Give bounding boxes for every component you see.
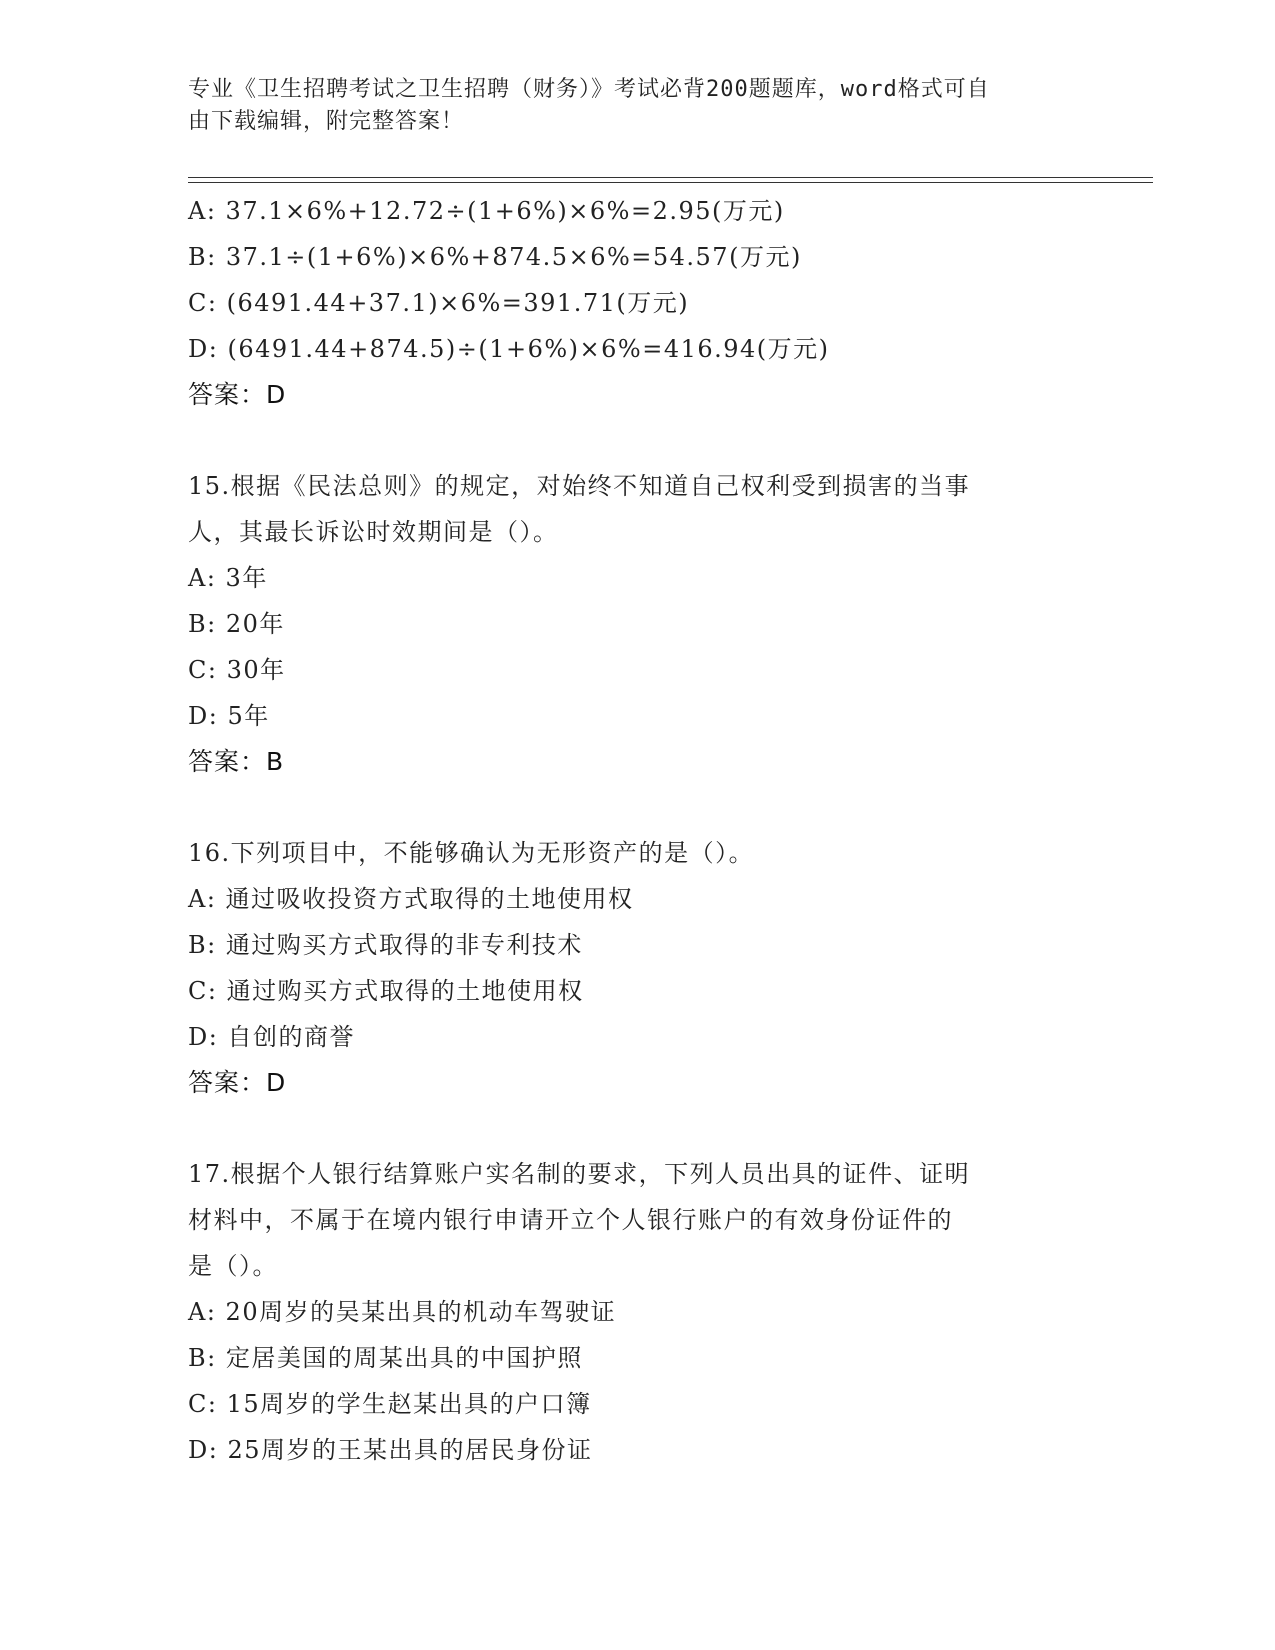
header-line-1: 专业《卫生招聘考试之卫生招聘（财务）》考试必背200题题库，word格式可自 bbox=[188, 77, 990, 102]
spacer bbox=[188, 1106, 1088, 1151]
question-text: 人，其最长诉讼时效期间是（）。 bbox=[188, 518, 559, 546]
header-rule-top bbox=[188, 177, 1153, 178]
question-15 bbox=[188, 463, 1088, 785]
option-a: A: 3年 bbox=[188, 564, 268, 592]
question-14 bbox=[188, 188, 1088, 418]
option-c: C: 15周岁的学生赵某出具的户口簿 bbox=[188, 1390, 592, 1418]
spacer bbox=[188, 418, 1088, 463]
answer: 答案：D bbox=[188, 380, 287, 409]
option-d: D: 自创的商誉 bbox=[188, 1023, 355, 1051]
option-b: B: 20年 bbox=[188, 610, 285, 638]
question-text: 材料中，不属于在境内银行申请开立个人银行账户的有效身份证件的 bbox=[188, 1206, 953, 1234]
answer: 答案：B bbox=[188, 747, 285, 776]
question-text: 是（）。 bbox=[188, 1252, 278, 1280]
option-c: C: 30年 bbox=[188, 656, 286, 684]
document-header bbox=[188, 74, 1068, 138]
question-text: 17.根据个人银行结算账户实名制的要求，下列人员出具的证件、证明 bbox=[188, 1160, 971, 1188]
option-d: D: (6491.44+874.5)÷(1+6%)×6%=416.94(万元) bbox=[188, 335, 830, 363]
question-text: 16.下列项目中，不能够确认为无形资产的是（）。 bbox=[188, 839, 755, 867]
question-17 bbox=[188, 1151, 1088, 1473]
option-d: D: 5年 bbox=[188, 702, 270, 730]
option-c: C: 通过购买方式取得的土地使用权 bbox=[188, 977, 584, 1005]
option-b: B: 37.1÷(1+6%)×6%+874.5×6%=54.57(万元) bbox=[188, 243, 802, 271]
question-text: 15.根据《民法总则》的规定，对始终不知道自己权利受到损害的当事 bbox=[188, 472, 971, 500]
option-a: A: 通过吸收投资方式取得的土地使用权 bbox=[188, 885, 634, 913]
header-rule-bottom bbox=[188, 182, 1153, 183]
option-a: A: 37.1×6%+12.72÷(1+6%)×6%=2.95(万元) bbox=[188, 197, 785, 225]
answer: 答案：D bbox=[188, 1068, 287, 1097]
spacer bbox=[188, 785, 1088, 830]
question-16 bbox=[188, 830, 1088, 1106]
option-c: C: (6491.44+37.1)×6%=391.71(万元) bbox=[188, 289, 690, 317]
header-line-2: 由下载编辑，附完整答案！ bbox=[188, 109, 465, 134]
question-content bbox=[188, 188, 1088, 1473]
option-b: B: 定居美国的周某出具的中国护照 bbox=[188, 1344, 583, 1372]
option-b: B: 通过购买方式取得的非专利技术 bbox=[188, 931, 583, 959]
option-d: D: 25周岁的王某出具的居民身份证 bbox=[188, 1436, 593, 1464]
option-a: A: 20周岁的吴某出具的机动车驾驶证 bbox=[188, 1298, 617, 1326]
